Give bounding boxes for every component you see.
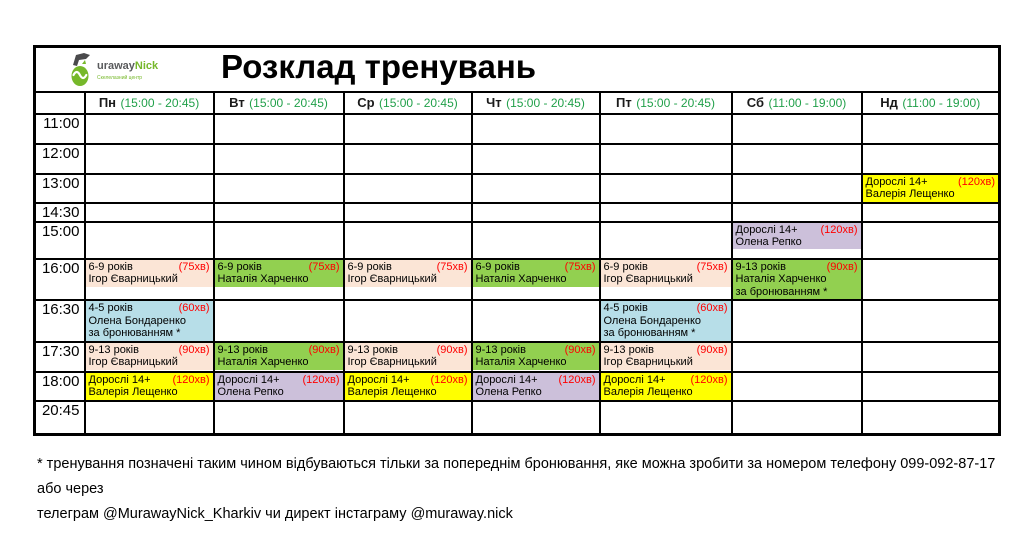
cell-duration: (120хв): [430, 373, 468, 386]
time-label: 11:00: [35, 114, 85, 144]
empty-cell: [472, 114, 600, 144]
schedule-cell: [472, 372, 600, 401]
title-cell: [35, 47, 1000, 92]
climber-olive-icon: [70, 52, 94, 92]
day-header-cell: [214, 92, 344, 114]
footer-line-2: телеграм @MurawayNick_Kharkiv чи директ інстаграму @muraway.nick: [37, 506, 513, 522]
empty-cell: [472, 144, 600, 174]
class-block: [86, 260, 213, 287]
cell-booking-note: за бронюванням *: [88, 327, 181, 339]
day-abbr: Чт: [486, 94, 502, 110]
empty-cell: [732, 300, 862, 342]
cell-group: 6-9 років: [603, 260, 648, 273]
empty-cell: [862, 259, 1000, 301]
schedule-cell: [85, 372, 214, 401]
day-hours: (15:00 - 20:45): [506, 95, 585, 110]
cell-coach: Ігор Єварницький: [88, 273, 178, 285]
cell-coach: Олена Репко: [217, 386, 284, 398]
day-header-cell: [862, 92, 1000, 114]
empty-cell: [85, 114, 214, 144]
class-block: [733, 223, 861, 249]
cell-group: Дорослі 14+: [347, 373, 410, 386]
empty-cell: [600, 174, 732, 203]
corner-cell: [35, 92, 85, 114]
day-header-cell: [732, 92, 862, 114]
footer-note: [37, 452, 997, 527]
empty-cell: [214, 203, 344, 222]
time-row: [35, 114, 1000, 144]
cell-duration: (90хв): [178, 343, 210, 356]
time-label: 15:00: [35, 222, 85, 259]
empty-cell: [472, 203, 600, 222]
class-block: [345, 343, 471, 370]
empty-cell: [600, 222, 732, 259]
time-row: [35, 174, 1000, 203]
cell-duration: (120хв): [820, 223, 858, 236]
empty-cell: [862, 401, 1000, 435]
cell-duration: (120хв): [957, 175, 995, 188]
time-row: [35, 342, 1000, 372]
day-hours: (15:00 - 20:45): [120, 95, 200, 110]
schedule-cell: [472, 259, 600, 301]
empty-cell: [85, 401, 214, 435]
day-hours: (15:00 - 20:45): [249, 95, 328, 110]
empty-cell: [85, 222, 214, 259]
class-block: [473, 343, 599, 370]
empty-cell: [472, 401, 600, 435]
time-label: 20:45: [35, 401, 85, 435]
class-block: [345, 373, 471, 400]
cell-duration: (120хв): [558, 373, 596, 386]
time-row: [35, 144, 1000, 174]
time-row: [35, 259, 1000, 301]
cell-group: Дорослі 14+: [88, 373, 151, 386]
empty-cell: [732, 174, 862, 203]
empty-cell: [600, 203, 732, 222]
time-label: 14:30: [35, 203, 85, 222]
cell-coach: Олена Репко: [475, 386, 542, 398]
cell-duration: (120хв): [172, 373, 210, 386]
empty-cell: [344, 222, 472, 259]
empty-cell: [472, 300, 600, 342]
day-header-cell: [600, 92, 732, 114]
cell-group: 9-13 років: [735, 260, 786, 273]
class-block: [601, 301, 731, 341]
empty-cell: [862, 114, 1000, 144]
cell-group: Дорослі 14+: [217, 373, 280, 386]
empty-cell: [862, 372, 1000, 401]
day-header-cell: [472, 92, 600, 114]
time-label: 16:00: [35, 259, 85, 301]
cell-coach: Ігор Єварницький: [88, 356, 178, 368]
empty-cell: [862, 144, 1000, 174]
class-block: [86, 373, 213, 400]
time-row: [35, 300, 1000, 342]
cell-duration: (75хв): [696, 260, 728, 273]
day-abbr: Вт: [229, 94, 245, 110]
empty-cell: [862, 203, 1000, 222]
cell-coach: Наталія Харченко: [217, 273, 309, 285]
cell-duration: (90хв): [564, 343, 596, 356]
cell-coach: Ігор Єварницький: [603, 356, 693, 368]
class-block: [215, 260, 343, 287]
cell-group: 9-13 років: [217, 343, 268, 356]
empty-cell: [600, 401, 732, 435]
empty-cell: [344, 174, 472, 203]
cell-coach: Валерія Лещенко: [88, 386, 178, 398]
cell-duration: (90хв): [308, 343, 340, 356]
schedule-cell: [85, 342, 214, 372]
schedule-table: [33, 45, 1001, 436]
day-header-cell: [85, 92, 214, 114]
cell-coach: Олена Бондаренко: [603, 314, 702, 327]
schedule-cell: [214, 372, 344, 401]
class-block: [215, 343, 343, 370]
cell-coach: Наталія Харченко: [217, 356, 309, 368]
logo-text: [97, 61, 158, 84]
class-block: [733, 260, 861, 300]
logo-subtitle: Скелелазний центр: [97, 75, 143, 81]
empty-cell: [862, 300, 1000, 342]
day-hours: (15:00 - 20:45): [636, 95, 715, 110]
cell-group: 6-9 років: [347, 260, 392, 273]
cell-duration: (75хв): [178, 260, 210, 273]
cell-coach: Ігор Єварницький: [603, 273, 693, 285]
schedule-cell: [600, 372, 732, 401]
day-abbr: Пн: [98, 94, 117, 110]
class-block: [601, 260, 731, 287]
cell-coach: Наталія Харченко: [735, 273, 827, 285]
cell-coach: Олена Бондаренко: [88, 314, 187, 327]
cell-group: 9-13 років: [347, 343, 398, 356]
empty-cell: [344, 203, 472, 222]
day-abbr: Ср: [357, 94, 375, 110]
cell-coach: Ігор Єварницький: [347, 356, 437, 368]
class-block: [86, 343, 213, 370]
class-block: [863, 175, 999, 202]
time-row: [35, 222, 1000, 259]
empty-cell: [344, 114, 472, 144]
empty-cell: [214, 222, 344, 259]
day-header-cell: [344, 92, 472, 114]
day-hours: (11:00 - 19:00): [902, 95, 981, 110]
time-row: [35, 372, 1000, 401]
schedule-cell: [85, 259, 214, 301]
cell-group: 6-9 років: [475, 260, 520, 273]
cell-group: 9-13 років: [603, 343, 654, 356]
schedule-cell: [600, 259, 732, 301]
empty-cell: [600, 114, 732, 144]
cell-group: 4-5 років: [603, 302, 648, 314]
cell-coach: Олена Репко: [735, 236, 802, 248]
empty-cell: [214, 300, 344, 342]
class-block: [473, 373, 599, 400]
cell-coach: Валерія Лещенко: [865, 188, 955, 200]
schedule-cell: [344, 372, 472, 401]
empty-cell: [862, 222, 1000, 259]
empty-cell: [862, 342, 1000, 372]
empty-cell: [732, 342, 862, 372]
cell-coach: Наталія Харченко: [475, 273, 567, 285]
cell-group: 4-5 років: [88, 302, 133, 314]
muraway-logo: [70, 52, 158, 92]
schedule-cell: [732, 222, 862, 259]
empty-cell: [85, 174, 214, 203]
schedule-cell: [214, 259, 344, 301]
class-block: [215, 373, 343, 400]
footer-line-1: * тренування позначені таким чином відбуваються тільки за попереднім бронювання, яке можна зробити за номером телефону 099-092-87-17 або через: [37, 456, 996, 497]
time-label: 12:00: [35, 144, 85, 174]
day-abbr: Пт: [616, 94, 632, 110]
cell-group: 6-9 років: [217, 260, 262, 273]
empty-cell: [732, 401, 862, 435]
cell-duration: (75хв): [436, 260, 468, 273]
cell-group: Дорослі 14+: [735, 223, 798, 236]
cell-duration: (120хв): [690, 373, 728, 386]
cell-group: 9-13 років: [475, 343, 526, 356]
cell-duration: (75хв): [308, 260, 340, 273]
empty-cell: [344, 300, 472, 342]
cell-booking-note: за бронюванням *: [735, 285, 828, 298]
cell-coach: Наталія Харченко: [475, 356, 567, 368]
schedule-cell: [732, 259, 862, 301]
empty-cell: [732, 144, 862, 174]
class-block: [345, 260, 471, 287]
schedule-cell: [85, 300, 214, 342]
empty-cell: [732, 203, 862, 222]
cell-duration: (120хв): [302, 373, 340, 386]
schedule-cell: [472, 342, 600, 372]
cell-coach: Валерія Лещенко: [347, 386, 437, 398]
empty-cell: [85, 203, 214, 222]
cell-group: Дорослі 14+: [603, 373, 666, 386]
cell-group: 9-13 років: [88, 343, 139, 356]
day-abbr: Сб: [746, 94, 764, 110]
schedule-cell: [344, 259, 472, 301]
empty-cell: [344, 144, 472, 174]
time-label: 18:00: [35, 372, 85, 401]
empty-cell: [472, 222, 600, 259]
time-row: [35, 203, 1000, 222]
cell-duration: (60хв): [178, 302, 210, 314]
class-block: [473, 260, 599, 287]
cell-duration: (90хв): [696, 343, 728, 356]
schedule-cell: [214, 342, 344, 372]
empty-cell: [214, 144, 344, 174]
schedule-cell: [862, 174, 1000, 203]
empty-cell: [344, 401, 472, 435]
cell-coach: Ігор Єварницький: [347, 273, 437, 285]
empty-cell: [214, 174, 344, 203]
page-title: Розклад тренувань: [221, 48, 537, 85]
schedule-cell: [600, 342, 732, 372]
day-abbr: Нд: [880, 94, 898, 110]
cell-coach: Валерія Лещенко: [603, 386, 693, 398]
cell-duration: (60хв): [696, 302, 728, 314]
time-row: [35, 401, 1000, 435]
time-label: 13:00: [35, 174, 85, 203]
empty-cell: [732, 372, 862, 401]
schedule-cell: [600, 300, 732, 342]
time-label: 16:30: [35, 300, 85, 342]
empty-cell: [600, 144, 732, 174]
cell-group: Дорослі 14+: [475, 373, 538, 386]
day-header-row: [35, 92, 1000, 114]
empty-cell: [214, 401, 344, 435]
brand-name: urawayNick: [97, 60, 159, 72]
day-hours: (11:00 - 19:00): [768, 95, 847, 110]
cell-duration: (75хв): [564, 260, 596, 273]
class-block: [601, 343, 731, 370]
class-block: [601, 373, 731, 400]
empty-cell: [214, 114, 344, 144]
empty-cell: [85, 144, 214, 174]
time-label: 17:30: [35, 342, 85, 372]
class-block: [86, 301, 213, 341]
cell-duration: (90хв): [826, 260, 858, 273]
day-hours: (15:00 - 20:45): [379, 95, 458, 110]
cell-group: Дорослі 14+: [865, 175, 928, 188]
cell-booking-note: за бронюванням *: [603, 327, 696, 339]
title-row: [35, 47, 1000, 92]
cell-group: 6-9 років: [88, 260, 133, 273]
cell-duration: (90хв): [436, 343, 468, 356]
empty-cell: [472, 174, 600, 203]
schedule-cell: [344, 342, 472, 372]
empty-cell: [732, 114, 862, 144]
